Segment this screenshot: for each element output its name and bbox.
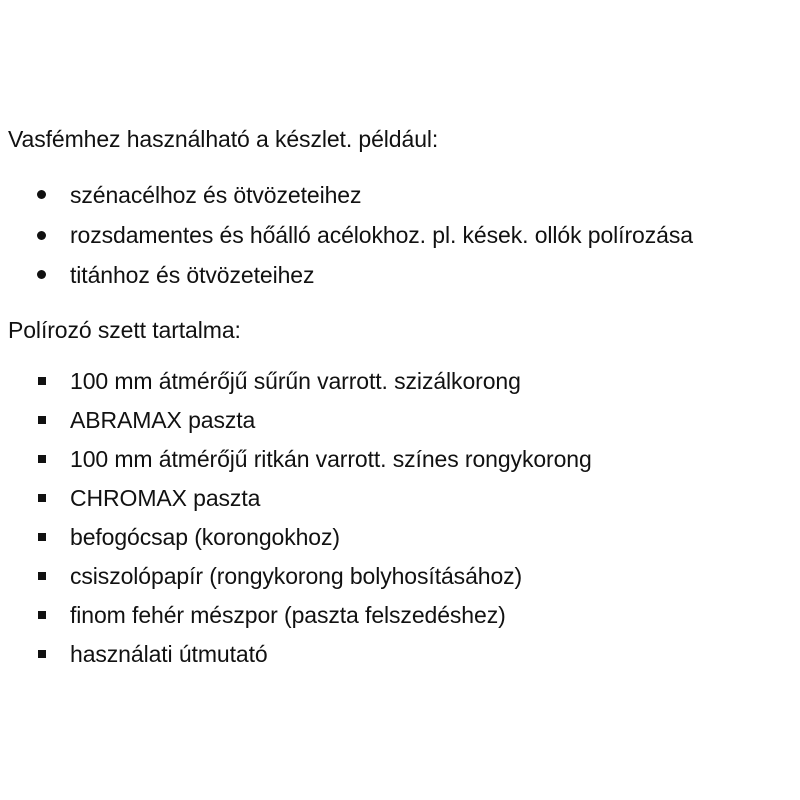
list-item: ABRAMAX paszta (70, 407, 256, 433)
bullet-dot-icon (37, 231, 46, 240)
bullet-square-icon (38, 455, 46, 463)
bullet-square-icon (38, 533, 46, 541)
bullet-square-icon (38, 572, 46, 580)
bullet-dot-icon (37, 270, 46, 279)
intro-paragraph: Vasfémhez használható a készlet. például: (8, 126, 439, 152)
list-item: rozsdamentes és hőálló acélokhoz. pl. kések. ollók polírozása (70, 222, 693, 248)
list-item: finom fehér mészpor (paszta felszedéshez) (70, 602, 506, 628)
bullet-square-icon (38, 650, 46, 658)
bullet-square-icon (38, 377, 46, 385)
bullet-square-icon (38, 416, 46, 424)
list-item: 100 mm átmérőjű ritkán varrott. színes rongykorong (70, 446, 592, 472)
bullet-square-icon (38, 611, 46, 619)
contents-heading: Polírozó szett tartalma: (8, 317, 241, 343)
bullet-dot-icon (37, 190, 46, 199)
list-item: szénacélhoz és ötvözeteihez (70, 182, 362, 208)
bullet-square-icon (38, 494, 46, 502)
list-item: használati útmutató (70, 641, 268, 667)
list-item: titánhoz és ötvözeteihez (70, 262, 315, 288)
list-item: CHROMAX paszta (70, 485, 261, 511)
list-item: 100 mm átmérőjű sűrűn varrott. szizálkorong (70, 368, 521, 394)
list-item: csiszolópapír (rongykorong bolyhosításához) (70, 563, 523, 589)
list-item: befogócsap (korongokhoz) (70, 524, 340, 550)
